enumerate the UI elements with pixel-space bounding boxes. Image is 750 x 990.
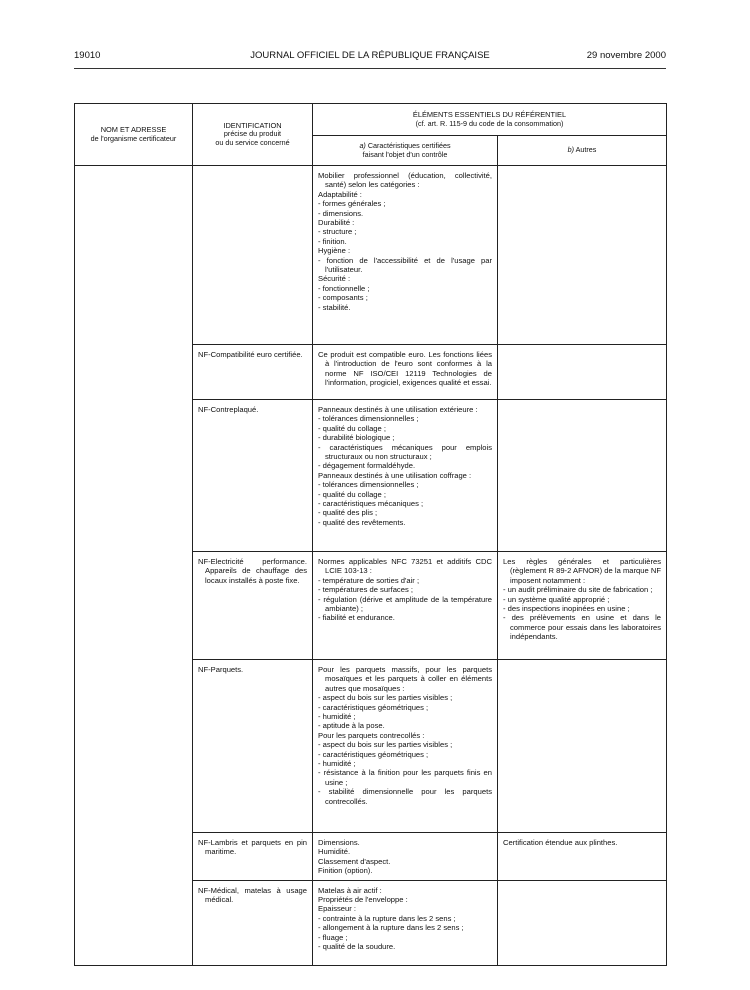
list-item: - température de sorties d'air ; [318, 575, 420, 585]
list-item: - caractéristiques géométriques ; [318, 749, 429, 759]
product-cell [193, 400, 313, 552]
page-number: 19010 [74, 50, 101, 61]
paragraph: Pour les parquets contrecollés : [318, 730, 425, 740]
list-item: - tolérances dimensionnelles ; [318, 414, 419, 424]
caracteristiques-cell [313, 400, 498, 552]
list-item: - fonctionnelle ; [318, 283, 370, 293]
certification-table [74, 103, 667, 966]
list-item: - dégagement formaldéhyde. [318, 461, 416, 471]
list-item: - températures de surfaces ; [318, 585, 413, 595]
product-name: NF-Electricité performance. Appareils de chauffage des locaux installés à poste fixe. [198, 557, 307, 585]
list-item: - un audit préliminaire du site de fabrication ; [503, 585, 653, 595]
list-item: - résistance à la finition pour les parquets finis en usine ; [318, 768, 492, 787]
list-item: - stabilité. [318, 302, 351, 312]
paragraph: Panneaux destinés à une utilisation coffrage : [318, 470, 472, 480]
list-item: - structure ; [318, 227, 357, 237]
list-item: - un système qualité approprié ; [503, 594, 610, 604]
paragraph: Finition (option). [318, 866, 373, 876]
paragraph: Ce produit est compatible euro. Les fonctions liées à l'introduction de l'euro sont conformes à la norme NF ISO/CEI 12119 Technologies de l'information, progiciel, exigences qualité et essai. [318, 350, 492, 388]
paragraph: Mobilier professionnel (éducation, collectivité, santé) selon les catégories : [318, 171, 492, 190]
list-item: - finition. [318, 236, 347, 246]
list-item: - durabilité biologique ; [318, 433, 395, 443]
list-item: - stabilité dimensionnelle pour les parquets contrecollés. [318, 787, 492, 806]
product-cell [193, 345, 313, 400]
list-item: - caractéristiques géométriques ; [318, 702, 429, 712]
journal-title: JOURNAL OFFICIEL DE LA RÉPUBLIQUE FRANÇAISE [250, 50, 490, 61]
paragraph: Humidité. [318, 847, 351, 857]
list-item: - formes générales ; [318, 199, 386, 209]
list-item: - composants ; [318, 293, 368, 303]
column-header-organisme: NOM ET ADRESSE de l'organisme certificateur [75, 104, 193, 166]
product-name: NF-Parquets. [198, 665, 244, 674]
header-rule [74, 68, 666, 69]
list-item: - régulation (dérive et amplitude de la température ambiante) ; [318, 594, 492, 614]
caracteristiques-cell [313, 833, 498, 881]
paragraph: Dimensions. [318, 838, 360, 847]
paragraph: Pour les parquets massifs, pour les parquets mosaïques et les parquets à coller en éléments autres que mosaïques : [318, 665, 492, 693]
product-cell [193, 880, 313, 965]
page-header [74, 50, 666, 66]
list-item: - contrainte à la rupture dans les 2 sens ; [318, 913, 456, 923]
caracteristiques-cell [313, 880, 498, 965]
product-cell [193, 552, 313, 660]
product-cell [193, 166, 313, 345]
product-cell [193, 660, 313, 833]
product-cell [193, 833, 313, 881]
product-name: NF-Lambris et parquets en pin maritime. [198, 838, 307, 857]
paragraph: Adaptabilité : [318, 189, 362, 199]
column-header-identification: IDENTIFICATION précise du produit ou du service concerné [193, 104, 313, 166]
list-item: - caractéristiques mécaniques ; [318, 499, 424, 509]
paragraph: Panneaux destinés à une utilisation extérieure : [318, 405, 478, 414]
caracteristiques-cell [313, 166, 498, 345]
caracteristiques-cell [313, 552, 498, 660]
paragraph: Propriétés de l'enveloppe : [318, 895, 408, 905]
product-name: NF-Compatibilité euro certifiée. [198, 350, 303, 359]
column-header-caracteristiques: a) Caractéristiques certifiées faisant l'objet d'un contrôle [313, 136, 498, 166]
paragraph: Hygiène : [318, 246, 351, 256]
caracteristiques-cell [313, 345, 498, 400]
caracteristiques-cell [313, 660, 498, 833]
paragraph: Durabilité : [318, 218, 355, 228]
list-item: - aptitude à la pose. [318, 721, 385, 731]
list-item: - fonction de l'accessibilité et de l'usage par l'utilisateur. [318, 255, 492, 275]
list-item: - des inspections inopinées en usine ; [503, 604, 630, 614]
list-item: - fluage ; [318, 932, 348, 942]
list-item: - humidité ; [318, 759, 356, 769]
organisme-cell [75, 166, 193, 966]
list-item: - qualité du collage ; [318, 489, 386, 499]
paragraph: Certification étendue aux plinthes. [503, 838, 618, 847]
list-item: - qualité des revêtements. [318, 517, 406, 527]
paragraph: Normes applicables NFC 73251 et additifs CDC LCIE 103-13 : [318, 557, 492, 576]
autres-cell [498, 400, 667, 552]
list-item: - caractéristiques mécaniques pour emplois structuraux ou non structuraux ; [318, 442, 492, 462]
list-item: - dimensions. [318, 208, 364, 218]
column-header-elements: ÉLÉMENTS ESSENTIELS DU RÉFÉRENTIEL (cf. art. R. 115-9 du code de la consommation) [313, 104, 667, 136]
column-header-autres: b) Autres [498, 136, 667, 166]
list-item: - qualité de la soudure. [318, 942, 396, 952]
paragraph: Les règles générales et particulières (règlement R 89-2 AFNOR) de la marque NF imposent notamment : [503, 557, 661, 585]
publication-date: 29 novembre 2000 [586, 50, 666, 61]
table-row [75, 166, 667, 345]
list-item: - allongement à la rupture dans les 2 sens ; [318, 923, 464, 933]
list-item: - fiabilité et endurance. [318, 613, 395, 623]
list-item: - aspect du bois sur les parties visibles ; [318, 740, 453, 750]
list-item: - des prélèvements en usine et dans le commerce pour essais dans les laboratoires indépendants. [503, 613, 661, 642]
autres-cell [498, 660, 667, 833]
autres-cell [498, 345, 667, 400]
paragraph: Sécurité : [318, 274, 351, 284]
list-item: - qualité du collage ; [318, 423, 386, 433]
list-item: - aspect du bois sur les parties visibles ; [318, 693, 453, 703]
paragraph: Classement d'aspect. [318, 856, 391, 866]
product-name: NF-Contreplaqué. [198, 405, 259, 414]
list-item: - qualité des plis ; [318, 508, 378, 518]
autres-cell [498, 166, 667, 345]
list-item: - tolérances dimensionnelles ; [318, 480, 419, 490]
autres-cell [498, 833, 667, 881]
list-item: - humidité ; [318, 712, 356, 722]
paragraph: Epaisseur : [318, 904, 356, 914]
autres-cell [498, 552, 667, 660]
autres-cell [498, 880, 667, 965]
product-name: NF-Médical, matelas à usage médical. [198, 885, 307, 905]
paragraph: Matelas à air actif : [318, 885, 382, 895]
